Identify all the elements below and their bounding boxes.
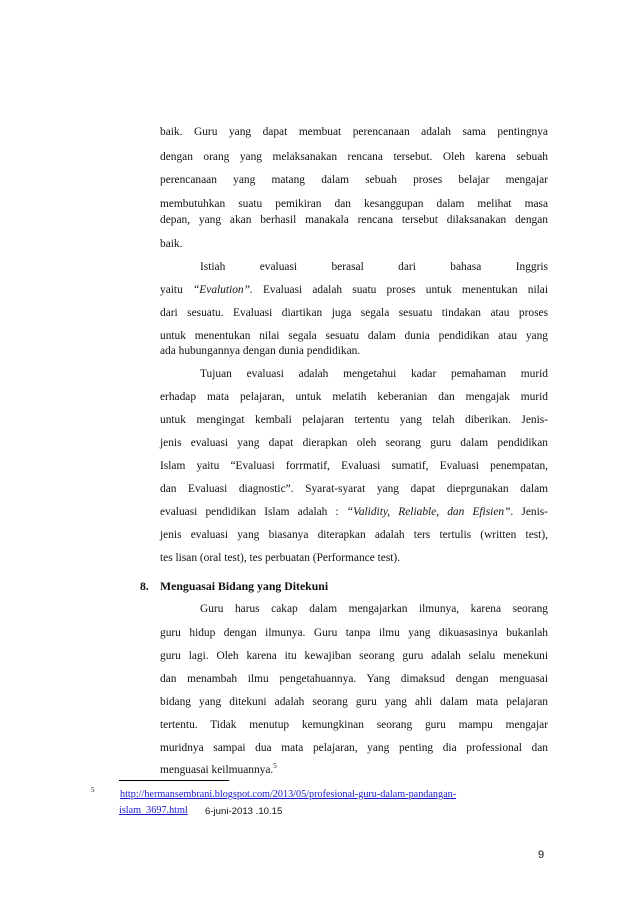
body-line: membutuhkan suatu pemikiran dan kesanggupan dalam melihat masa (160, 198, 548, 210)
italic-term: “Evalution”. (192, 284, 253, 296)
section-title: Menguasai Bidang yang Ditekuni (160, 579, 329, 593)
body-line: tes lisan (oral test), tes perbuatan (Performance test). (160, 552, 401, 564)
body-line: baik. Guru yang dapat membuat perencanaan adalah sama pentingnya (160, 126, 548, 138)
page-number: 9 (538, 849, 545, 861)
body-line: jenis evaluasi yang biasanya diterapkan adalah ters tertulis (written test), (160, 529, 548, 541)
body-line: jenis evaluasi yang dapat dierapkan oleh seorang guru dalam pendidikan (160, 437, 548, 449)
body-line: muridnya sampai dua mata pelajaran, yang penting dia professional dan (160, 742, 548, 754)
text-run: yaitu (160, 284, 193, 296)
body-line: dan menambah ilmu pengetahuannya. Yang dimaksud dengan menguasai (160, 673, 548, 685)
body-line: dengan orang yang melaksanakan rencana tersebut. Oleh karena sebuah (160, 151, 548, 163)
body-line: dan Evaluasi diagnostic”. Syarat-syarat yang dapat dieprgunakan dalam (160, 483, 548, 495)
body-line: guru lagi. Oleh karena itu kewajiban seorang guru adalah selalu menekuni (160, 650, 548, 662)
footnote-reference[interactable]: 5 (273, 762, 277, 771)
footnote-date: 6-juni-2013 .10.15 (205, 806, 283, 817)
text-run: menguasai keilmuannya. (160, 764, 274, 776)
body-line: Tujuan evaluasi adalah mengetahui kadar pemahaman murid (200, 368, 548, 380)
section-heading (140, 579, 328, 593)
footnote-link[interactable]: http://hermansembrani.blogspot.com/2013/05/profesional-guru-dalam-pandangan- (120, 789, 457, 800)
body-line: guru hidup dengan ilmunya. Guru tanpa ilmu yang dikuasasinya bukanlah (160, 627, 548, 639)
body-line: perencanaan yang matang dalam sebuah proses belajar mengajar (160, 174, 548, 186)
body-line: erhadap mata pelajaran, untuk melatih keberanian dan mengajak murid (160, 391, 548, 403)
body-line: tertentu. Tidak menutup kemungkinan seorang guru mampu mengajar (160, 719, 548, 731)
body-line: untuk mengingat kembali pelajaran tertentu yang telah diberikan. Jenis- (160, 414, 548, 426)
body-line (160, 505, 548, 519)
body-line: Istiah evaluasi berasal dari bahasa Inggris (200, 261, 548, 273)
body-line: depan, yang akan berhasil manakala rencana tersebut dilaksanakan dengan (160, 214, 548, 226)
italic-term: “Validity, Reliable, dan Efisien” (346, 506, 511, 518)
text-run: Evaluasi adalah suatu proses untuk menentukan nilai (252, 284, 549, 296)
body-line (160, 763, 548, 777)
text-run: . Jenis- (510, 506, 548, 518)
footnote-link[interactable]: islam_3697.html (119, 805, 188, 816)
body-line: untuk menentukan nilai segala sesuatu dalam dunia pendidikan atau yang (160, 330, 548, 342)
section-number: 8. (140, 579, 149, 593)
text-run: evaluasi pendidikan Islam adalah : (160, 506, 347, 518)
body-line: ada hubungannya dengan dunia pendidikan. (160, 345, 361, 357)
body-line: baik. (160, 238, 183, 250)
body-line: dari sesuatu. Evaluasi diartikan juga segala sesuatu tindakan atau proses (160, 307, 548, 319)
footnote-divider (119, 780, 229, 781)
body-line: Guru harus cakap dalam mengajarkan ilmunya, karena seorang (200, 603, 548, 615)
body-line (160, 283, 548, 297)
body-line: Islam yaitu “Evaluasi forrmatif, Evaluasi sumatif, Evaluasi penempatan, (160, 460, 548, 472)
footnote-marker: 5 (91, 786, 95, 794)
body-line: bidang yang ditekuni adalah seorang guru yang ahli dalam mata pelajaran (160, 696, 548, 708)
